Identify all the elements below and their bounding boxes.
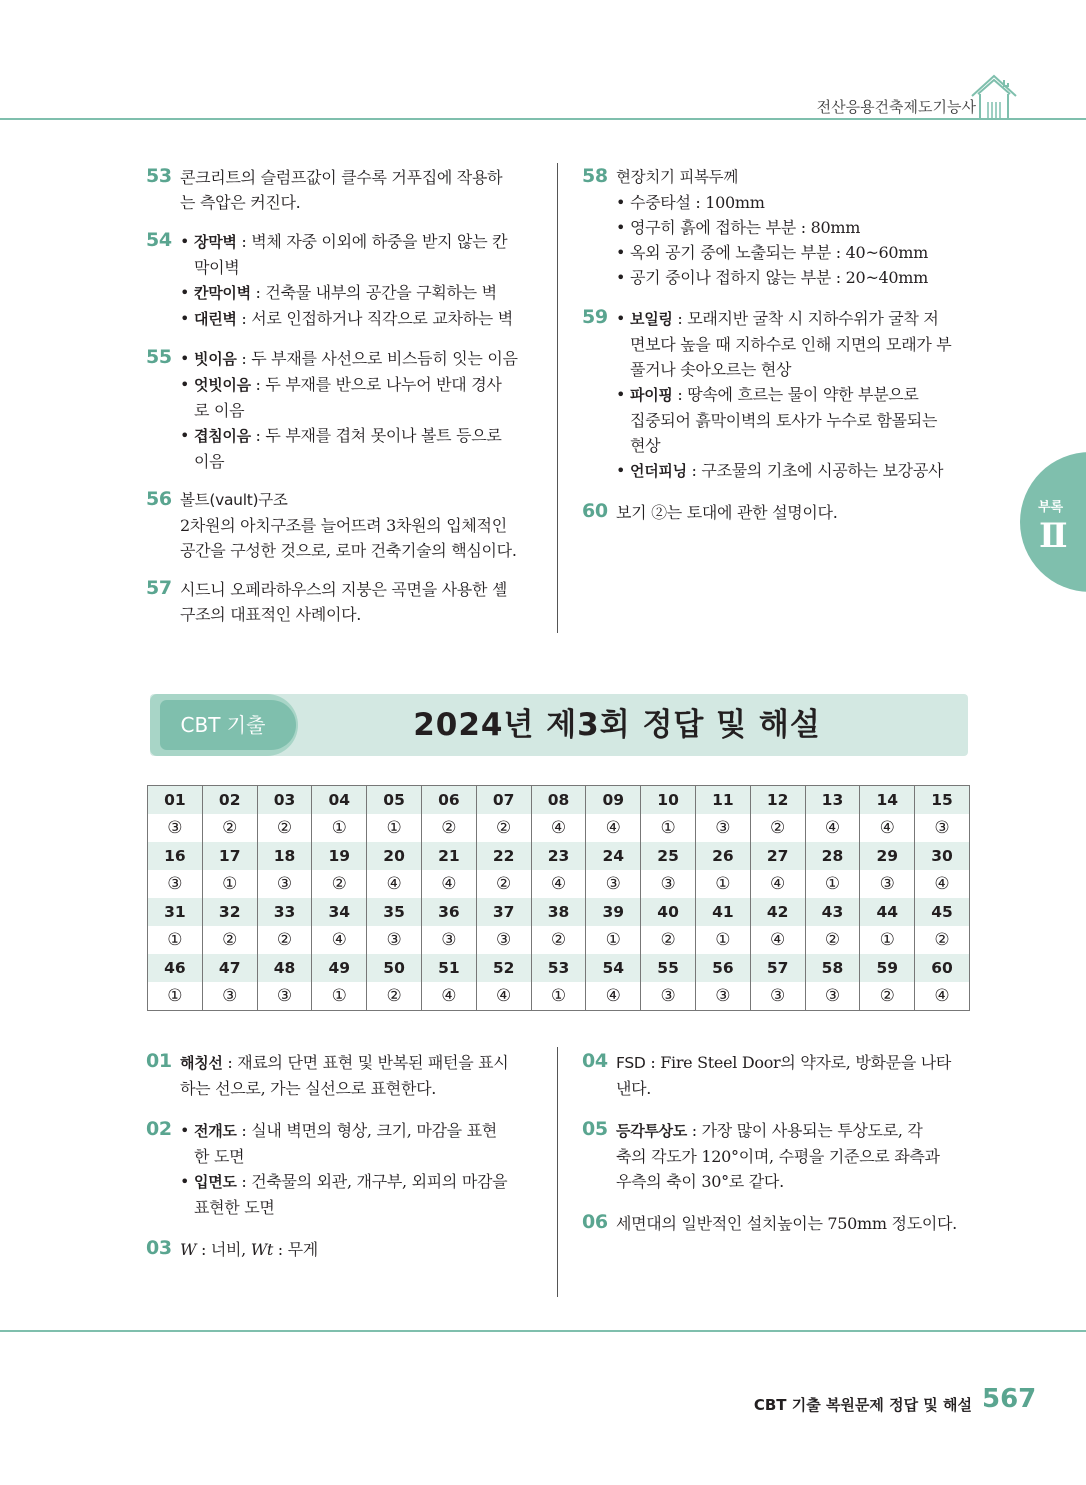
question-number: 56 (146, 488, 172, 510)
question-number-cell: 48 (257, 954, 312, 982)
question-number-cell: 46 (148, 954, 203, 982)
question-number: 57 (146, 577, 172, 599)
column-divider (557, 1047, 558, 1297)
question-number-cell: 58 (805, 954, 860, 982)
bullet-item: • 엇빗이음 : 두 부재를 반으로 나누어 반대 경사 로 이음 (180, 372, 536, 423)
question-number-cell: 49 (312, 954, 367, 982)
answer-cell: ④ (915, 870, 970, 898)
answer-cell: ① (641, 814, 696, 842)
question-number-cell: 19 (312, 842, 367, 870)
answer-55 (146, 346, 536, 474)
question-number-cell: 36 (421, 898, 476, 926)
question-number: 03 (146, 1237, 172, 1259)
question-number-cell: 29 (860, 842, 915, 870)
answer-cell: ③ (257, 870, 312, 898)
answer-cell: ② (476, 814, 531, 842)
question-number: 02 (146, 1118, 172, 1140)
answer-cell: ③ (148, 870, 203, 898)
bullet-item: • 겹침이음 : 두 부재를 겹쳐 못이나 볼트 등으로 이음 (180, 423, 536, 474)
question-number-cell: 47 (202, 954, 257, 982)
question-number-cell: 07 (476, 786, 531, 815)
answer-cell: ① (148, 982, 203, 1011)
answer-cell: ② (202, 814, 257, 842)
top-right-column (582, 165, 974, 525)
bullet-item: • 입면도 : 건축물의 외관, 개구부, 외피의 마감을 표현한 도면 (180, 1169, 536, 1220)
question-number-cell: 33 (257, 898, 312, 926)
answer-cell: ① (586, 926, 641, 954)
answer-cell: ② (257, 926, 312, 954)
question-number-row (148, 954, 970, 982)
banner-badge-label: CBT 기출 (180, 713, 266, 737)
appendix-number: Ⅱ (1039, 516, 1068, 556)
answer-row (148, 926, 970, 954)
answer-58: 58 현장치기 피복두께 • 수중타설 : 100mm • 영구히 흙에 접하는 부분 : 80mm • 옥외 공기 중에 노출되는 부분 : 40~60mm • 공기 중이나 접하지 않는 부분 : 20~40mm (582, 165, 974, 290)
question-number-cell: 20 (367, 842, 422, 870)
question-number-cell: 02 (202, 786, 257, 815)
question-number-cell: 39 (586, 898, 641, 926)
question-number-cell: 27 (750, 842, 805, 870)
question-number-cell: 15 (915, 786, 970, 815)
answer-cell: ④ (421, 982, 476, 1011)
top-left-column (146, 165, 536, 627)
question-number-cell: 18 (257, 842, 312, 870)
question-number-cell: 50 (367, 954, 422, 982)
answer-cell: ① (805, 870, 860, 898)
question-number-cell: 01 (148, 786, 203, 815)
answer-cell: ④ (531, 870, 586, 898)
bullet-item: • 언더피닝 : 구조물의 기초에 시공하는 보강공사 (616, 458, 974, 484)
answer-cell: ③ (202, 982, 257, 1011)
question-number-cell: 35 (367, 898, 422, 926)
column-divider (557, 163, 558, 633)
question-number-cell: 41 (695, 898, 750, 926)
answer-53: 53 콘크리트의 슬럼프값이 클수록 거푸집에 작용하 는 측압은 커진다. (146, 165, 503, 212)
house-icon (968, 72, 1020, 120)
question-number-cell: 52 (476, 954, 531, 982)
question-number: 06 (582, 1211, 608, 1233)
bullet-item: • 칸막이벽 : 건축물 내부의 공간을 구획하는 벽 (180, 280, 536, 306)
header-title: 전산응용건축제도기능사 (816, 98, 976, 116)
question-number-cell: 57 (750, 954, 805, 982)
question-number-row (148, 898, 970, 926)
bullet-item: • 옥외 공기 중에 노출되는 부분 : 40~60mm (616, 240, 974, 265)
bullet-item: • 영구히 흙에 접하는 부분 : 80mm (616, 215, 974, 240)
footer-title: CBT 기출 복원문제 정답 및 해설 (753, 1396, 972, 1414)
answer-cell: ① (695, 870, 750, 898)
explanation-05: 05 등각투상도 : 가장 많이 사용되는 투상도로, 각 축의 각도가 120°이며, 수평을 기준으로 좌측과 우측의 축이 30°로 같다. (582, 1118, 940, 1191)
question-number: 59 (582, 306, 608, 328)
answer-cell: ④ (421, 870, 476, 898)
explanation-01: 01 해칭선 : 재료의 단면 표현 및 반복된 패턴을 표시 하는 선으로, 가는 실선으로 표현한다. (146, 1050, 509, 1098)
question-number: 53 (146, 165, 172, 187)
question-number-cell: 10 (641, 786, 696, 815)
answer-cell: ④ (860, 814, 915, 842)
answer-cell: ② (641, 926, 696, 954)
question-number-cell: 37 (476, 898, 531, 926)
bottom-right-column (582, 1050, 974, 1236)
answer-cell: ③ (641, 982, 696, 1011)
answer-cell: ④ (476, 982, 531, 1011)
answer-cell: ① (312, 982, 367, 1011)
question-number-cell: 21 (421, 842, 476, 870)
answer-cell: ② (312, 870, 367, 898)
question-number-cell: 23 (531, 842, 586, 870)
answer-cell: ③ (915, 814, 970, 842)
question-number-cell: 08 (531, 786, 586, 815)
question-number-cell: 17 (202, 842, 257, 870)
question-number: 05 (582, 1118, 608, 1140)
answer-cell: ③ (367, 926, 422, 954)
answer-table (147, 785, 970, 1011)
question-number-cell: 31 (148, 898, 203, 926)
question-number-cell: 38 (531, 898, 586, 926)
answer-60: 60 보기 ②는 토대에 관한 설명이다. (582, 500, 838, 522)
bullet-item: • 전개도 : 실내 벽면의 형상, 크기, 마감을 표현 한 도면 (180, 1118, 536, 1169)
answer-cell: ④ (531, 814, 586, 842)
question-number-cell: 24 (586, 842, 641, 870)
answer-cell: ③ (695, 814, 750, 842)
answer-cell: ③ (860, 870, 915, 898)
question-number-row (148, 786, 970, 815)
answer-cell: ② (750, 814, 805, 842)
question-number: 58 (582, 165, 608, 187)
question-number-row (148, 842, 970, 870)
question-number-cell: 40 (641, 898, 696, 926)
answer-cell: ① (148, 926, 203, 954)
answer-cell: ④ (312, 926, 367, 954)
answer-cell: ③ (695, 982, 750, 1011)
answer-cell: ③ (476, 926, 531, 954)
bullet-item: • 장막벽 : 벽체 자중 이외에 하중을 받지 않는 칸 막이벽 (180, 229, 536, 280)
answer-cell: ① (531, 982, 586, 1011)
explanation-03: 03 W : 너비, Wt : 무게 (146, 1237, 318, 1259)
answer-59 (582, 306, 974, 484)
answer-cell: ② (805, 926, 860, 954)
answer-cell: ① (367, 814, 422, 842)
question-number-cell: 32 (202, 898, 257, 926)
question-number-cell: 25 (641, 842, 696, 870)
question-number-cell: 06 (421, 786, 476, 815)
answer-57: 57 시드니 오페라하우스의 지붕은 곡면을 사용한 셸 구조의 대표적인 사례이다. (146, 577, 508, 624)
explanation-06: 06 세면대의 일반적인 설치높이는 750mm 정도이다. (582, 1211, 957, 1233)
question-number-cell: 53 (531, 954, 586, 982)
answer-cell: ② (202, 926, 257, 954)
question-number-cell: 12 (750, 786, 805, 815)
answer-cell: ② (421, 814, 476, 842)
explanation-04: 04 FSD : Fire Steel Door의 약자로, 방화문을 나타 낸다. (582, 1050, 952, 1098)
answer-cell: ② (860, 982, 915, 1011)
appendix-label: 부록 (1038, 500, 1064, 515)
bullet-item: • 수중타설 : 100mm (616, 190, 974, 215)
answer-cell: ① (860, 926, 915, 954)
question-number-cell: 11 (695, 786, 750, 815)
bottom-left-column (146, 1050, 536, 1262)
answer-cell: ③ (148, 814, 203, 842)
answer-row (148, 814, 970, 842)
question-number-cell: 09 (586, 786, 641, 815)
question-number-cell: 51 (421, 954, 476, 982)
answer-row (148, 982, 970, 1011)
answer-cell: ④ (915, 982, 970, 1011)
answer-cell: ④ (586, 982, 641, 1011)
question-number: 54 (146, 229, 172, 251)
answer-cell: ② (915, 926, 970, 954)
question-number-cell: 55 (641, 954, 696, 982)
bullet-item: • 공기 중이나 접하지 않는 부분 : 20~40mm (616, 265, 974, 290)
question-number-cell: 16 (148, 842, 203, 870)
answer-cell: ② (257, 814, 312, 842)
section-title: 2024년 제3회 정답 및 해설 (413, 707, 821, 743)
question-number: 01 (146, 1050, 172, 1072)
appendix-tab (1020, 452, 1086, 592)
question-number-cell: 14 (860, 786, 915, 815)
answer-cell: ④ (750, 926, 805, 954)
question-number-cell: 30 (915, 842, 970, 870)
answer-cell: ④ (367, 870, 422, 898)
question-number-cell: 34 (312, 898, 367, 926)
answer-cell: ④ (750, 870, 805, 898)
answer-cell: ② (531, 926, 586, 954)
footer-rule (0, 1330, 1086, 1332)
question-number-cell: 54 (586, 954, 641, 982)
question-number-cell: 56 (695, 954, 750, 982)
page-number: 567 (982, 1384, 1037, 1414)
question-number-cell: 60 (915, 954, 970, 982)
question-number-cell: 26 (695, 842, 750, 870)
answer-cell: ③ (586, 870, 641, 898)
bullet-item: • 대린벽 : 서로 인접하거나 직각으로 교차하는 벽 (180, 306, 536, 332)
answer-cell: ③ (421, 926, 476, 954)
bullet-item: • 보일링 : 모래지반 굴착 시 지하수위가 굴착 저 면보다 높을 때 지하수로 인해 지면의 모래가 부 풀거나 솟아오르는 현상 (616, 306, 974, 382)
question-number: 55 (146, 346, 172, 368)
explanation-02 (146, 1118, 536, 1220)
question-number-cell: 04 (312, 786, 367, 815)
question-number-cell: 22 (476, 842, 531, 870)
answer-cell: ③ (805, 982, 860, 1011)
answer-cell: ③ (641, 870, 696, 898)
answer-cell: ① (202, 870, 257, 898)
bullet-item: • 파이핑 : 땅속에 흐르는 물이 약한 부분으로 집중되어 흙막이벽의 토사가 누수로 함몰되는 현상 (616, 382, 974, 458)
question-number-cell: 03 (257, 786, 312, 815)
question-number: 04 (582, 1050, 608, 1072)
bullet-item: • 빗이음 : 두 부재를 사선으로 비스듬히 잇는 이음 (180, 346, 536, 372)
question-number-cell: 59 (860, 954, 915, 982)
answer-row (148, 870, 970, 898)
question-number-cell: 42 (750, 898, 805, 926)
question-number-cell: 28 (805, 842, 860, 870)
answer-cell: ① (312, 814, 367, 842)
answer-cell: ③ (750, 982, 805, 1011)
question-number-cell: 13 (805, 786, 860, 815)
answer-cell: ② (367, 982, 422, 1011)
header-rule (0, 118, 1086, 120)
question-number-cell: 44 (860, 898, 915, 926)
question-number: 60 (582, 500, 608, 522)
question-number-cell: 45 (915, 898, 970, 926)
answer-cell: ④ (586, 814, 641, 842)
answer-cell: ④ (805, 814, 860, 842)
answer-cell: ③ (257, 982, 312, 1011)
answer-54 (146, 229, 536, 332)
answer-56: 56 볼트(vault)구조 2차원의 아치구조를 늘어뜨려 3차원의 입체적인 공간을 구성한 것으로, 로마 건축기술의 핵심이다. (146, 488, 517, 560)
question-number-cell: 43 (805, 898, 860, 926)
answer-cell: ② (476, 870, 531, 898)
question-number-cell: 05 (367, 786, 422, 815)
answer-cell: ① (695, 926, 750, 954)
